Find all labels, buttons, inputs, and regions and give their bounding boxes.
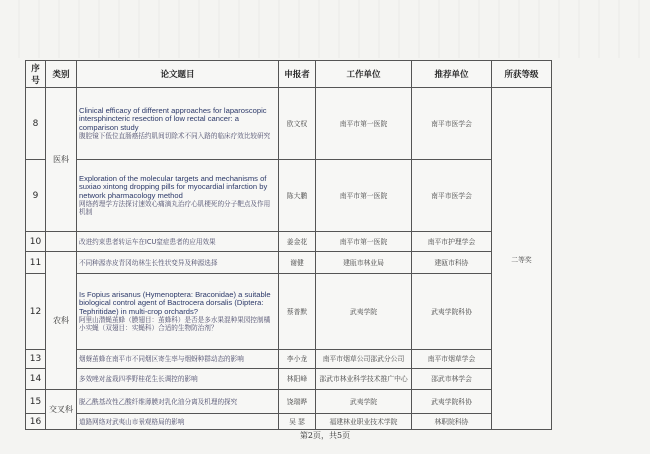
work-unit: 南平市烟草公司邵武分公司	[316, 350, 412, 369]
applicant: 姜金花	[279, 232, 316, 252]
row-no: 10	[26, 232, 46, 252]
row-no: 14	[26, 369, 46, 390]
title-english: Exploration of the molecular targets and mechanisms of suxiao xintong dropping pills for myocardial infarction by network pharmacology method	[79, 173, 268, 200]
work-unit: 建瓯市林业局	[316, 252, 412, 274]
table-row	[26, 369, 552, 390]
paper-title	[77, 390, 279, 414]
table-row	[26, 274, 552, 350]
table-row	[26, 390, 552, 414]
title-chinese: 不同种源赤皮青冈幼林生长性状变异及种源选择	[79, 258, 218, 267]
title-english: Is Fopius arisanus (Hymenoptera: Braconidae) a suitable biological control agent of Bactrocera dorsalis (Diptera: Tephritidae) in multi-crop orchards?	[79, 289, 271, 316]
award-level: 二等奖	[492, 88, 552, 430]
applicant: 谢健	[279, 252, 316, 274]
scan-margin-texture	[0, 0, 650, 58]
row-no: 12	[26, 274, 46, 350]
work-unit: 南平市第一医院	[316, 232, 412, 252]
work-unit: 邵武市林业科学技术推广中心	[316, 369, 412, 390]
applicant: 李小龙	[279, 350, 316, 369]
title-chinese: 腹腔镜下低位直肠癌括约肌间切除术不同入路的临床疗效比较研究	[79, 132, 271, 141]
title-chinese: 改进约束患者转运车在ICU窒症患者的应用效果	[79, 237, 216, 246]
table-row	[26, 88, 552, 160]
title-chinese: 脱乙酰基改性乙酸纤维薄膜对乳化油分离及机理的探究	[79, 397, 238, 406]
page-footer: 第2页，共5页	[299, 431, 351, 440]
applicant: 蔡普默	[279, 274, 316, 350]
row-no: 11	[26, 252, 46, 274]
work-unit: 武夷学院	[316, 274, 412, 350]
paper-title	[77, 88, 279, 160]
header-applicant: 申报者	[279, 61, 316, 88]
recommender: 武夷学院科协	[412, 390, 492, 414]
recommender: 建瓯市科协	[412, 252, 492, 274]
paper-title	[77, 160, 279, 232]
header-unit: 工作单位	[316, 61, 412, 88]
award-table	[25, 60, 552, 430]
header-category: 类别	[46, 61, 77, 88]
paper-title	[77, 274, 279, 350]
row-no: 16	[26, 414, 46, 430]
work-unit: 福建林业职业技术学院	[316, 414, 412, 430]
header-no: 序号	[26, 61, 46, 88]
row-no: 13	[26, 350, 46, 369]
work-unit: 南平市第一医院	[316, 88, 412, 160]
recommender: 武夷学院科协	[412, 274, 492, 350]
table-row	[26, 350, 552, 369]
work-unit: 南平市第一医院	[316, 160, 412, 232]
row-no: 8	[26, 88, 46, 160]
title-chinese: 阿里山潜蝇茧蜂（膜翅目：茧蜂科）是否是多水果混种果园控制橘小实蝇（双翅目：实蝇科）合适的生物防治剂？	[79, 316, 271, 333]
applicant: 陈大鹏	[279, 160, 316, 232]
applicant: 饶瑞晔	[279, 390, 316, 414]
paper-title	[77, 369, 279, 390]
row-no: 9	[26, 160, 46, 232]
title-english: Clinical efficacy of different approaches for laparoscopic intersphincteric resection of low rectal cancer: a comparison study	[79, 105, 267, 132]
recommender: 南平市医学会	[412, 160, 492, 232]
recommender: 邵武市林学会	[412, 369, 492, 390]
category-cross: 交叉科	[46, 390, 77, 430]
recommender: 南平市医学会	[412, 88, 492, 160]
table-row	[26, 252, 552, 274]
table-header-row	[26, 61, 552, 88]
recommender: 南平市烟草学会	[412, 350, 492, 369]
category-empty	[46, 232, 77, 252]
recommender: 林职院科协	[412, 414, 492, 430]
table-row	[26, 232, 552, 252]
applicant: 欧文权	[279, 88, 316, 160]
applicant: 林阳峰	[279, 369, 316, 390]
title-chinese: 多效唑对盆栽四季野桂花生长调控的影响	[79, 375, 198, 383]
table-row	[26, 414, 552, 430]
title-chinese: 道路网络对武夷山市景观格局的影响	[79, 417, 185, 426]
header-recommender: 推荐单位	[412, 61, 492, 88]
table-row	[26, 160, 552, 232]
header-title: 论文题目	[77, 61, 279, 88]
paper-title	[77, 232, 279, 252]
title-chinese: 烟蚜茧蜂在南平市不同烟区寄生率与烟蚜种群动态的影响	[79, 355, 244, 363]
header-award: 所获等级	[492, 61, 552, 88]
category-agriculture: 农科	[46, 252, 77, 390]
paper-title	[77, 252, 279, 274]
work-unit: 武夷学院	[316, 390, 412, 414]
row-no: 15	[26, 390, 46, 414]
paper-title	[77, 350, 279, 369]
category-medical: 医科	[46, 88, 77, 232]
applicant: 吴 瑟	[279, 414, 316, 430]
recommender: 南平市护理学会	[412, 232, 492, 252]
paper-title	[77, 414, 279, 430]
title-chinese: 网络药理学方法探讨速效心痛滴丸治疗心肌梗死的分子靶点及作用机制	[79, 200, 271, 217]
